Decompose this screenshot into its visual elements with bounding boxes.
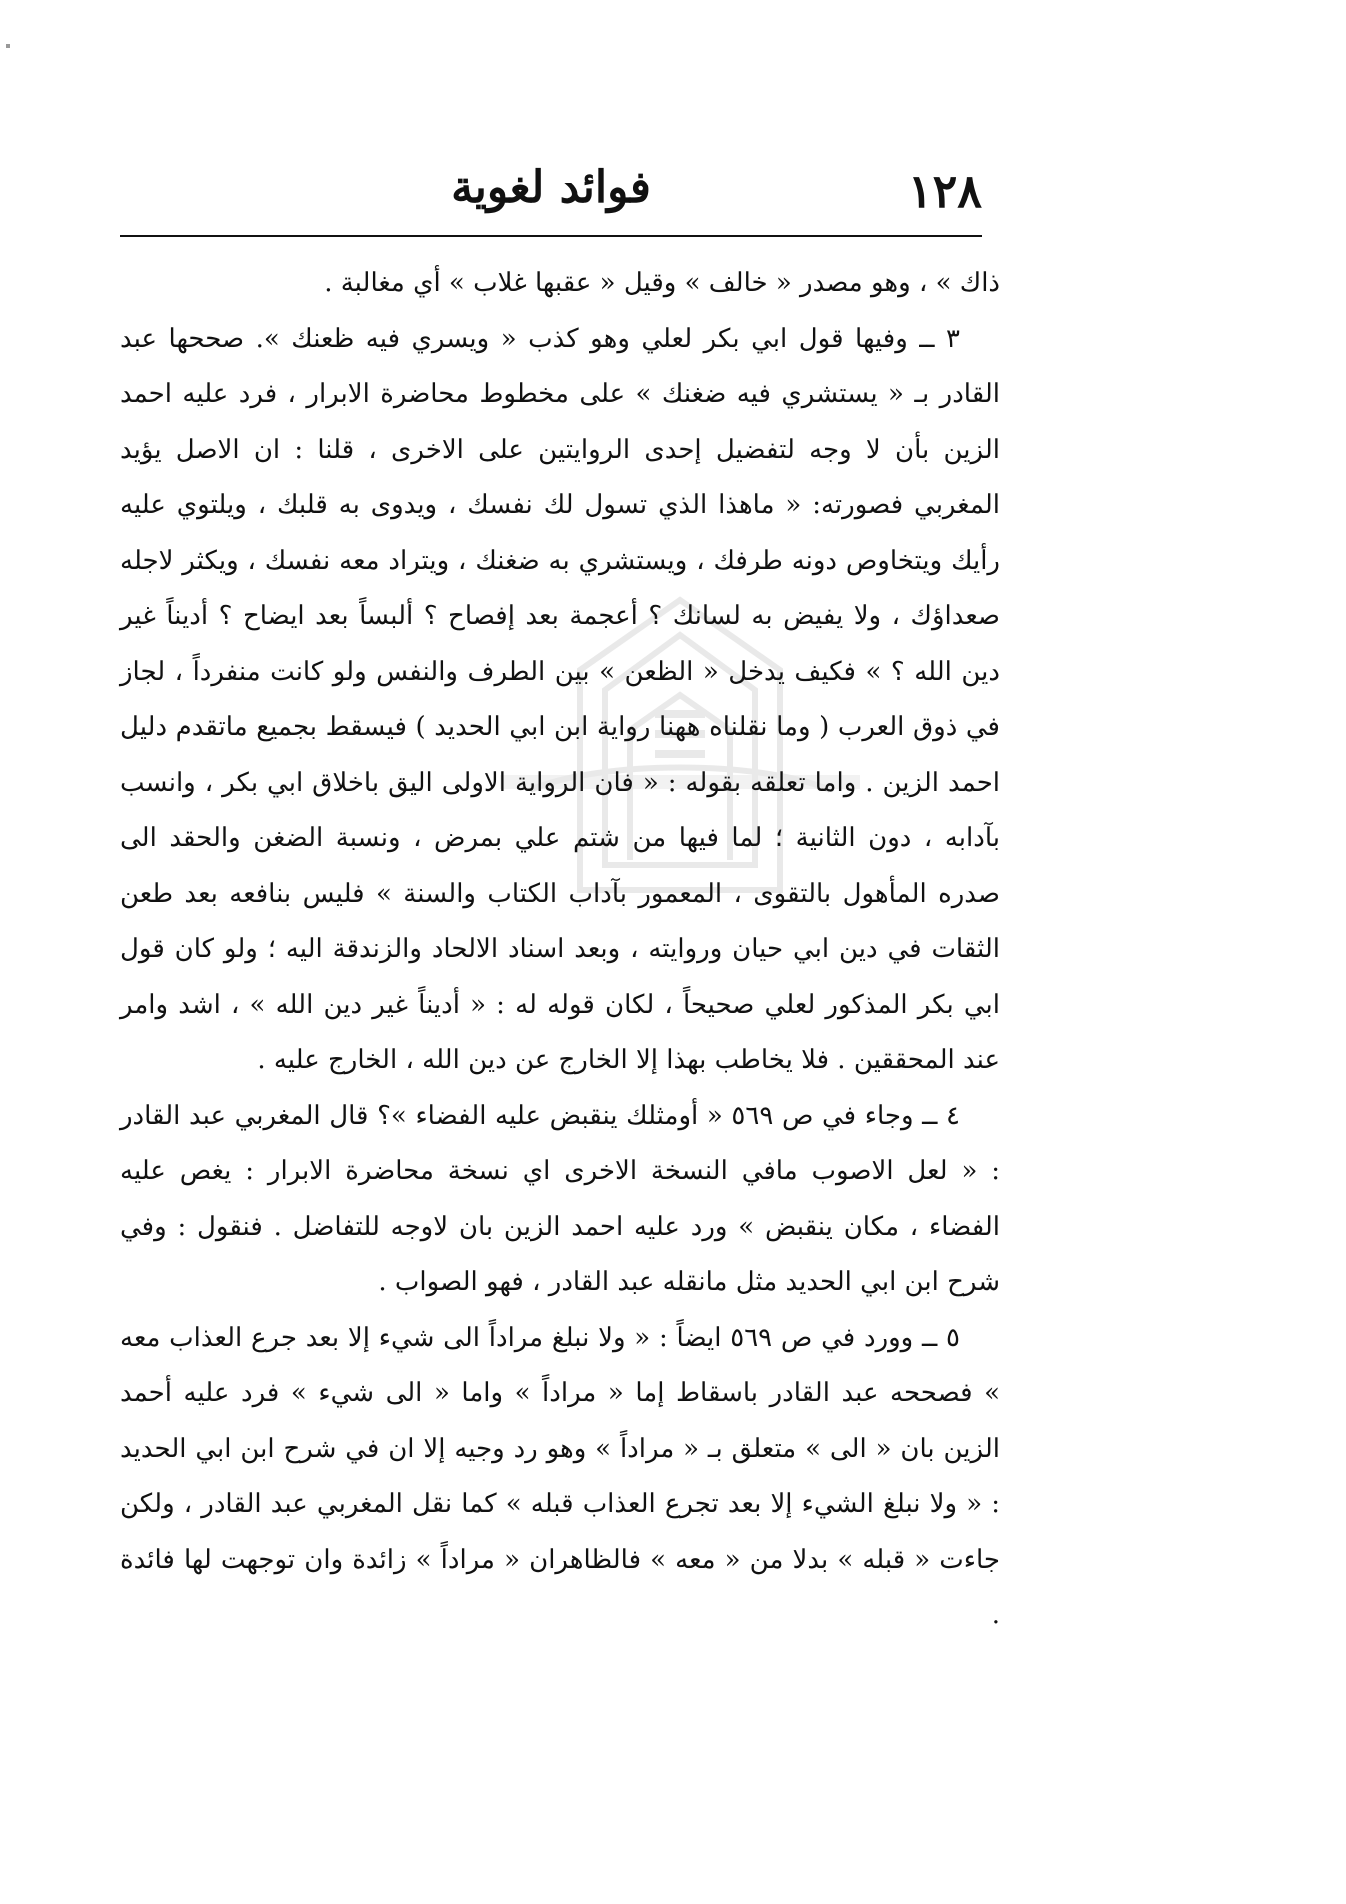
paragraph: ٣ ــ وفيها قول ابي بكر لعلي وهو كذب « ويسري فيه ظعنك ». صححها عبد القادر بـ « يستشري فيه ضغنك » على مخطوط محاضرة الابرار ، فرد عليه احمد الزين بأن لا وجه لتفضيل إحدى الروايتين على الاخرى ، قلنا : ان الاصل يؤيد المغربي فصورته: « ماهذا الذي تسول لك نفسك ، ويدوى به قلبك ، ويلتوي عليه رأيك ويتخاوص دونه طرفك ، ويستشري به ضغنك ، ويتراد معه نفسك ، ويكثر لاجله صعداؤك ، ولا يفيض به لسانك ؟ أعجمة بعد إفصاح ؟ ألبساً بعد ايضاح ؟ أديناً غير دين الله ؟ » فكيف يدخل « الظعن » بين الطرف والنفس ولو كانت منفرداً ، لجاز في ذوق العرب ( وما نقلناه ههنا رواية ابن ابي الحديد ) فيسقط بجميع ماتقدم دليل احمد الزين . واما تعلقه بقوله : « فان الرواية الاولى اليق باخلاق ابي بكر ، وانسب بآدابه ، دون الثانية ؛ لما فيها من شتم علي بمرض ، ونسبة الضغن والحقد الى صدره المأهول بالتقوى ، المعمور بآداب الكتاب والسنة » فليس بنافعه بعد طعن الثقات في دين ابي حيان وروايته ، وبعد اسناد الالحاد والزندقة اليه ؛ ولو كان قول ابي بكر المذكور لعلي صحيحاً ، لكان قوله له : « أديناً غير دين الله » ، اشد وامر عند المحققين . فلا يخاطب بهذا إلا الخارج عن دين الله ، الخارج عليه . (120, 323, 1000, 1075)
running-title: فوائد لغوية (451, 162, 651, 213)
paragraph: ذاك » ، وهو مصدر « خالف » وقيل « عقبها غلاب » أي مغالبة . (324, 268, 1000, 298)
page-number: ١٢٨ (907, 164, 982, 218)
scan-speck (6, 44, 10, 48)
page-header (120, 150, 982, 220)
paragraph: ٥ ــ وورد في ص ٥٦٩ ايضاً : « ولا نبلغ مراداً الى شيء إلا بعد جرع العذاب معه » فصححه عبد القادر باسقاط إما « مراداً » واما « الى شيء » فرد عليه أحمد الزين بان « الى » متعلق بـ « مراداً » وهو رد وجيه إلا ان في شرح ابن ابي الحديد : « ولا نبلغ الشيء إلا بعد تجرع العذاب قبله » كما نقل المغربي عبد القادر ، ولكن جاءت « قبله » بدلا من « معه » فالظاهران « مراداً » زائدة وان توجهت لها فائدة . (120, 1322, 1000, 1630)
body-text (120, 256, 1000, 1644)
header-rule (120, 235, 982, 237)
paragraph: ٤ ــ وجاء في ص ٥٦٩ « أومثلك ينقبض عليه الفضاء »؟ قال المغربي عبد القادر : « لعل الاصوب مافي النسخة الاخرى اي نسخة محاضرة الابرار : يغص عليه الفضاء ، مكان ينقبض » ورد عليه احمد الزين بان لاوجه للتفاضل . فنقول : وفي شرح ابن ابي الحديد مثل مانقله عبد القادر ، فهو الصواب . (120, 1100, 1000, 1297)
